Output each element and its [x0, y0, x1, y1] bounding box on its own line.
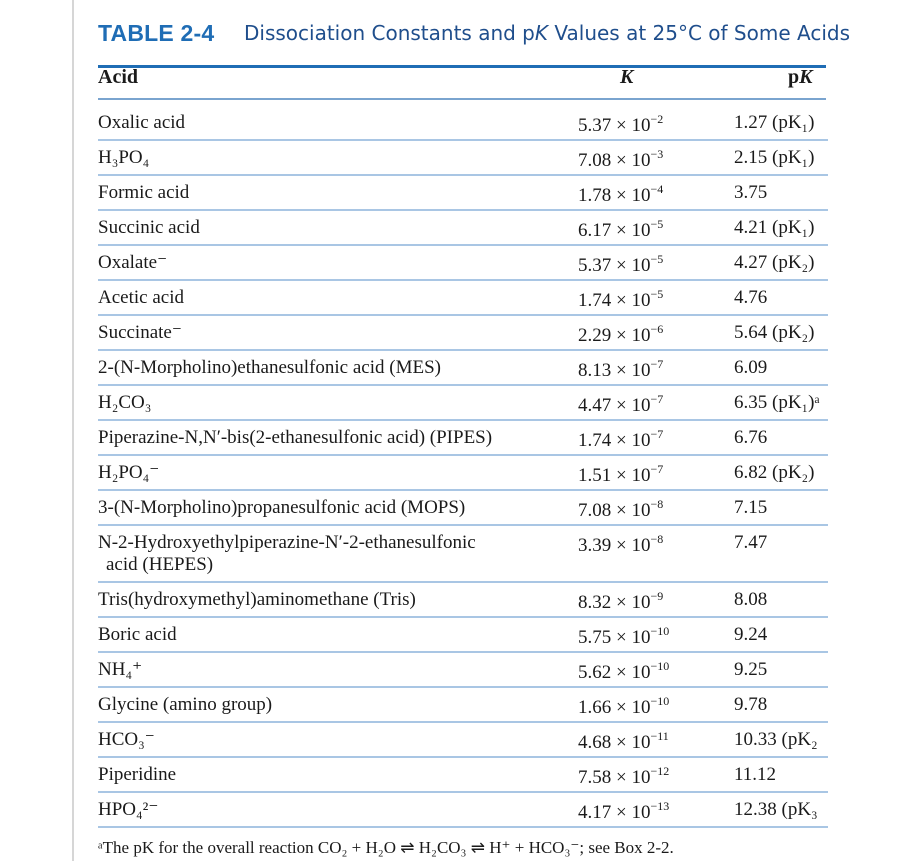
k-exponent: −7 — [650, 427, 664, 441]
table-row — [98, 526, 828, 583]
acid-name — [98, 659, 142, 681]
k-value — [578, 217, 663, 242]
acid-name — [98, 322, 182, 344]
acid-name-line: Boric acid — [98, 624, 177, 645]
k-mantissa: 4.68 × 10 — [578, 732, 651, 753]
k-value — [578, 532, 663, 557]
acid-name — [98, 624, 177, 646]
acid-name — [98, 252, 167, 274]
k-mantissa: 1.74 × 10 — [578, 430, 651, 451]
k-mantissa: 5.62 × 10 — [578, 662, 651, 683]
table-row — [98, 491, 828, 526]
k-mantissa: 7.58 × 10 — [578, 767, 651, 788]
acid-name-line: Piperazine-N,N′-bis(2-ethanesulfonic acid) (PIPES) — [98, 427, 493, 448]
k-mantissa: 5.75 × 10 — [578, 627, 651, 648]
pk-value: 8.08 — [734, 589, 768, 610]
acid-name-line: H₃PO₄ — [98, 147, 150, 168]
k-value — [578, 392, 663, 417]
column-header-pk — [788, 66, 812, 89]
k-mantissa: 8.32 × 10 — [578, 592, 651, 613]
acid-name-line: HCO₃⁻ — [98, 729, 155, 750]
column-header-k: K — [620, 66, 634, 88]
header-rule — [98, 98, 826, 100]
table-row — [98, 421, 828, 456]
pk-value: 3.75 — [734, 182, 768, 203]
k-value — [578, 147, 663, 172]
acid-name — [98, 497, 465, 519]
acid-name-line: NH₄⁺ — [98, 659, 143, 680]
column-header-pk-p: p — [788, 66, 800, 88]
table-row — [98, 583, 828, 618]
column-header-pk-k: K — [799, 66, 813, 88]
k-exponent: −10 — [650, 659, 670, 673]
k-value — [578, 462, 663, 487]
acid-name-line: Piperidine — [98, 764, 177, 785]
k-exponent: −4 — [650, 182, 664, 196]
acid-name — [98, 287, 184, 309]
k-mantissa: 7.08 × 10 — [578, 150, 651, 171]
k-exponent: −3 — [650, 147, 664, 161]
table-row — [98, 688, 828, 723]
table-row — [98, 246, 828, 281]
pk-value: 9.24 — [734, 624, 768, 645]
acid-name-line-2: acid (HEPES) — [106, 554, 214, 575]
k-mantissa: 1.66 × 10 — [578, 697, 651, 718]
table-row — [98, 793, 828, 828]
k-mantissa: 4.47 × 10 — [578, 395, 651, 416]
pk-value: 6.82 (pK₂) — [734, 462, 815, 483]
k-value — [578, 729, 669, 754]
pk-value: 12.38 (pK₃ — [734, 799, 818, 820]
pk-value: 4.21 (pK₁) — [734, 217, 815, 238]
table-body — [98, 106, 828, 828]
k-value — [578, 182, 663, 207]
k-exponent: −12 — [650, 764, 670, 778]
k-exponent: −2 — [650, 112, 664, 126]
k-value — [578, 322, 663, 347]
k-exponent: −5 — [650, 287, 664, 301]
pk-value: 9.78 — [734, 694, 768, 715]
k-mantissa: 5.37 × 10 — [578, 115, 651, 136]
acid-name-line: H₂CO₃ — [98, 392, 152, 413]
table-row — [98, 281, 828, 316]
acid-name — [98, 357, 441, 379]
acid-name — [98, 427, 492, 449]
table-row — [98, 106, 828, 141]
k-exponent: −7 — [650, 392, 664, 406]
pk-value: 6.09 — [734, 357, 768, 378]
acid-name — [98, 799, 158, 821]
k-mantissa: 1.74 × 10 — [578, 290, 651, 311]
k-mantissa: 2.29 × 10 — [578, 325, 651, 346]
k-value — [578, 252, 663, 277]
table-row — [98, 176, 828, 211]
k-value — [578, 497, 663, 522]
acid-name — [98, 147, 149, 169]
table-row — [98, 316, 828, 351]
k-value — [578, 624, 669, 649]
acid-name — [98, 462, 159, 484]
acid-name — [98, 112, 185, 134]
acid-name-line: 2-(N-Morpholino)ethanesulfonic acid (MES) — [98, 357, 441, 378]
acid-name-line: Succinic acid — [98, 217, 200, 238]
k-value — [578, 112, 663, 137]
acid-name — [98, 217, 200, 239]
k-mantissa: 1.78 × 10 — [578, 185, 651, 206]
acid-name — [98, 729, 155, 751]
k-value — [578, 589, 663, 614]
acid-name-line: 3-(N-Morpholino)propanesulfonic acid (MOPS) — [98, 497, 466, 518]
pk-value: 11.12 — [734, 764, 777, 785]
k-mantissa: 5.37 × 10 — [578, 255, 651, 276]
table-row — [98, 758, 828, 793]
table-row — [98, 386, 828, 421]
acid-name — [98, 764, 176, 786]
table-row — [98, 456, 828, 491]
acid-name-line: Acetic acid — [98, 287, 184, 308]
pk-value: 5.64 (pK₂) — [734, 322, 815, 343]
pk-value: 1.27 (pK₁) — [734, 112, 815, 133]
k-value — [578, 694, 669, 719]
k-exponent: −8 — [650, 497, 664, 511]
k-mantissa: 4.17 × 10 — [578, 802, 651, 823]
table-row — [98, 211, 828, 246]
pk-value: 7.15 — [734, 497, 768, 518]
table-row — [98, 618, 828, 653]
pk-value: 7.47 — [734, 532, 768, 553]
table-row — [98, 351, 828, 386]
table-row — [98, 141, 828, 176]
acid-name — [98, 392, 151, 414]
pk-value: 4.27 (pK₂) — [734, 252, 815, 273]
k-exponent: −5 — [650, 217, 664, 231]
acid-name — [98, 694, 272, 716]
table-label: TABLE 2-4 — [98, 20, 215, 46]
pk-value: 10.33 (pK₂ — [734, 729, 818, 750]
k-exponent: −10 — [650, 624, 670, 638]
caption-suffix: Values at 25°C of Some Acids — [548, 21, 851, 45]
table-title — [98, 16, 851, 52]
pk-value: 6.35 (pK₁)ᵃ — [734, 392, 820, 413]
k-exponent: −5 — [650, 252, 664, 266]
k-value — [578, 357, 663, 382]
acid-name-line: HPO₄²⁻ — [98, 799, 159, 820]
table-row — [98, 653, 828, 688]
k-value — [578, 427, 663, 452]
k-exponent: −6 — [650, 322, 664, 336]
k-exponent: −11 — [650, 729, 669, 743]
acid-name-line: Tris(hydroxymethyl)aminomethane (Tris) — [98, 589, 416, 610]
acid-name-line: H₂PO₄⁻ — [98, 462, 160, 483]
pk-value: 6.76 — [734, 427, 768, 448]
caption-prefix: Dissociation Constants and p — [244, 21, 535, 45]
acid-name — [98, 532, 476, 576]
acid-name-line: Succinate⁻ — [98, 322, 182, 343]
column-header-acid: Acid — [98, 66, 138, 88]
table-caption — [244, 21, 850, 45]
pk-value: 9.25 — [734, 659, 768, 680]
title-rule — [98, 65, 826, 68]
k-mantissa: 1.51 × 10 — [578, 465, 651, 486]
acid-name-line: Oxalic acid — [98, 112, 186, 133]
acid-name — [98, 589, 416, 611]
k-exponent: −7 — [650, 357, 664, 371]
acid-name-line: N-2-Hydroxyethylpiperazine-N′-2-ethanesulfonic — [98, 532, 476, 553]
table-page — [98, 0, 851, 861]
k-mantissa: 8.13 × 10 — [578, 360, 651, 381]
k-exponent: −13 — [650, 799, 670, 813]
page-margin-rule — [72, 0, 74, 861]
k-value — [578, 799, 669, 824]
k-value — [578, 659, 669, 684]
caption-k: K — [534, 21, 549, 45]
k-mantissa: 7.08 × 10 — [578, 500, 651, 521]
k-exponent: −10 — [650, 694, 670, 708]
acid-name-line: Oxalate⁻ — [98, 252, 168, 273]
pk-value: 4.76 — [734, 287, 768, 308]
k-mantissa: 3.39 × 10 — [578, 535, 651, 556]
acid-name-line: Formic acid — [98, 182, 190, 203]
k-value — [578, 287, 663, 312]
k-mantissa: 6.17 × 10 — [578, 220, 651, 241]
acid-name-line: Glycine (amino group) — [98, 694, 273, 715]
k-value — [578, 764, 669, 789]
k-exponent: −7 — [650, 462, 664, 476]
table-row — [98, 723, 828, 758]
acid-name — [98, 182, 189, 204]
pk-value: 2.15 (pK₁) — [734, 147, 815, 168]
k-exponent: −8 — [650, 532, 664, 546]
k-exponent: −9 — [650, 589, 664, 603]
footnote: ᵃThe pK for the overall reaction CO₂ + H₂O ⇌ H₂CO₃ ⇌ H⁺ + HCO₃⁻; see Box 2-2. — [98, 838, 674, 857]
